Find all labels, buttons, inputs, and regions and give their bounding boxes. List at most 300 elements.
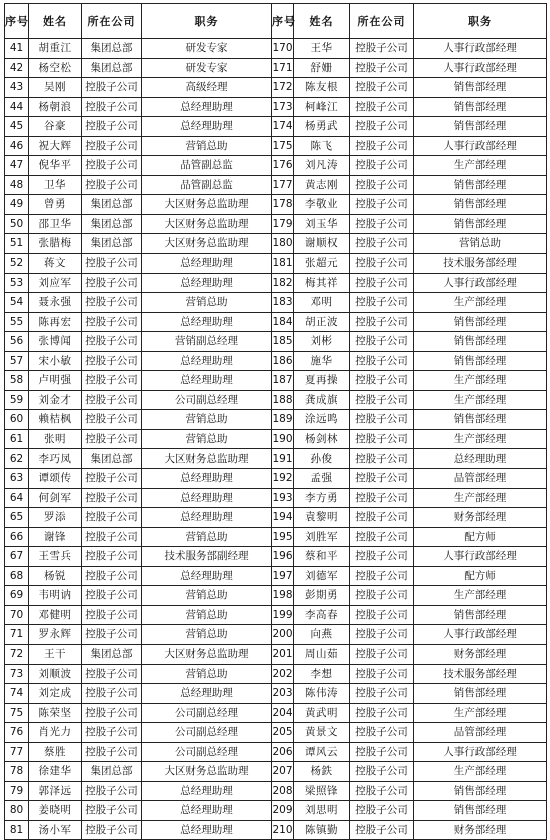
header-name-right: 姓名	[294, 4, 350, 39]
seq-cell-right: 178	[272, 195, 294, 215]
table-row	[5, 762, 547, 782]
seq-cell-left: 75	[5, 703, 29, 723]
position-cell-left: 营销总助	[142, 625, 272, 645]
table-row	[5, 508, 547, 528]
name-cell-right: 柯峰江	[294, 97, 350, 117]
table-row	[5, 820, 547, 840]
position-cell-right: 财务部经理	[414, 644, 547, 664]
name-cell-right: 梁照锋	[294, 781, 350, 801]
name-cell-right: 刘胜军	[294, 527, 350, 547]
seq-cell-right: 181	[272, 254, 294, 274]
seq-cell-left: 52	[5, 254, 29, 274]
company-cell-right: 控股子公司	[350, 547, 414, 567]
name-cell-left: 刘金才	[29, 390, 82, 410]
company-cell-left: 集团总部	[82, 214, 142, 234]
name-cell-left: 谷豪	[29, 117, 82, 137]
seq-cell-left: 56	[5, 332, 29, 352]
company-cell-left: 控股子公司	[82, 742, 142, 762]
name-cell-left: 谢锋	[29, 527, 82, 547]
name-cell-left: 何剑军	[29, 488, 82, 508]
header-company-left: 所在公司	[82, 4, 142, 39]
table-row	[5, 801, 547, 821]
position-cell-left: 总经理助理	[142, 469, 272, 489]
seq-cell-left: 60	[5, 410, 29, 430]
company-cell-left: 控股子公司	[82, 175, 142, 195]
position-cell-left: 公司副总经理	[142, 723, 272, 743]
table-row	[5, 39, 547, 59]
seq-cell-left: 49	[5, 195, 29, 215]
position-cell-left: 营销总助	[142, 605, 272, 625]
name-cell-left: 肖光力	[29, 723, 82, 743]
header-position-left: 职务	[142, 4, 272, 39]
header-seq-right: 序号	[272, 4, 294, 39]
table-row	[5, 195, 547, 215]
company-cell-right: 控股子公司	[350, 820, 414, 840]
company-cell-right: 控股子公司	[350, 312, 414, 332]
seq-cell-left: 53	[5, 273, 29, 293]
name-cell-left: 倪华平	[29, 156, 82, 176]
table-row	[5, 175, 547, 195]
seq-cell-right: 194	[272, 508, 294, 528]
seq-cell-left: 79	[5, 781, 29, 801]
seq-cell-left: 68	[5, 566, 29, 586]
roster-table	[4, 3, 547, 840]
seq-cell-left: 81	[5, 820, 29, 840]
position-cell-right: 销售部经理	[414, 78, 547, 98]
name-cell-right: 杨勇武	[294, 117, 350, 137]
seq-cell-left: 47	[5, 156, 29, 176]
position-cell-left: 大区财务总监助理	[142, 449, 272, 469]
position-cell-right: 品管部经理	[414, 723, 547, 743]
name-cell-right: 涂远鸣	[294, 410, 350, 430]
name-cell-right: 李高春	[294, 605, 350, 625]
position-cell-right: 人事行政部经理	[414, 742, 547, 762]
name-cell-right: 胡正波	[294, 312, 350, 332]
company-cell-right: 控股子公司	[350, 293, 414, 313]
company-cell-left: 集团总部	[82, 195, 142, 215]
position-cell-right: 生产部经理	[414, 390, 547, 410]
seq-cell-left: 65	[5, 508, 29, 528]
company-cell-right: 控股子公司	[350, 234, 414, 254]
position-cell-right: 销售部经理	[414, 97, 547, 117]
name-cell-right: 李敬业	[294, 195, 350, 215]
name-cell-right: 杨剑林	[294, 429, 350, 449]
seq-cell-left: 54	[5, 293, 29, 313]
name-cell-left: 张腊梅	[29, 234, 82, 254]
position-cell-right: 销售部经理	[414, 410, 547, 430]
position-cell-left: 研发专家	[142, 39, 272, 59]
company-cell-right: 控股子公司	[350, 332, 414, 352]
table-row	[5, 742, 547, 762]
company-cell-left: 控股子公司	[82, 488, 142, 508]
name-cell-left: 邵卫华	[29, 214, 82, 234]
name-cell-right: 刘德军	[294, 566, 350, 586]
position-cell-left: 营销总助	[142, 410, 272, 430]
company-cell-left: 控股子公司	[82, 566, 142, 586]
position-cell-left: 营销总助	[142, 586, 272, 606]
seq-cell-left: 61	[5, 429, 29, 449]
table-row	[5, 390, 547, 410]
company-cell-left: 控股子公司	[82, 703, 142, 723]
position-cell-left: 公司副总经理	[142, 703, 272, 723]
name-cell-left: 赖桔枫	[29, 410, 82, 430]
seq-cell-left: 62	[5, 449, 29, 469]
position-cell-right: 生产部经理	[414, 371, 547, 391]
company-cell-left: 控股子公司	[82, 410, 142, 430]
position-cell-right: 财务部经理	[414, 820, 547, 840]
position-cell-right: 技术服务部经理	[414, 254, 547, 274]
seq-cell-right: 209	[272, 801, 294, 821]
seq-cell-right: 202	[272, 664, 294, 684]
name-cell-left: 刘顺波	[29, 664, 82, 684]
name-cell-right: 刘彬	[294, 332, 350, 352]
seq-cell-left: 41	[5, 39, 29, 59]
name-cell-left: 祝大辉	[29, 136, 82, 156]
position-cell-right: 销售部经理	[414, 684, 547, 704]
seq-cell-left: 55	[5, 312, 29, 332]
seq-cell-left: 51	[5, 234, 29, 254]
seq-cell-right: 189	[272, 410, 294, 430]
name-cell-left: 卢明强	[29, 371, 82, 391]
position-cell-right: 财务部经理	[414, 508, 547, 528]
position-cell-left: 高级经理	[142, 78, 272, 98]
seq-cell-right: 182	[272, 273, 294, 293]
position-cell-right: 销售部经理	[414, 312, 547, 332]
position-cell-right: 销售部经理	[414, 117, 547, 137]
seq-cell-right: 183	[272, 293, 294, 313]
seq-cell-right: 207	[272, 762, 294, 782]
company-cell-left: 控股子公司	[82, 820, 142, 840]
company-cell-right: 控股子公司	[350, 566, 414, 586]
company-cell-left: 控股子公司	[82, 527, 142, 547]
position-cell-left: 营销副总经理	[142, 332, 272, 352]
seq-cell-left: 74	[5, 684, 29, 704]
position-cell-left: 公司副总经理	[142, 390, 272, 410]
seq-cell-right: 192	[272, 469, 294, 489]
table-row	[5, 781, 547, 801]
name-cell-right: 陈伟涛	[294, 684, 350, 704]
table-row	[5, 586, 547, 606]
roster-page	[4, 3, 546, 836]
seq-cell-right: 171	[272, 58, 294, 78]
company-cell-right: 控股子公司	[350, 58, 414, 78]
position-cell-left: 总经理助理	[142, 488, 272, 508]
position-cell-right: 品管部经理	[414, 469, 547, 489]
position-cell-left: 营销总助	[142, 429, 272, 449]
company-cell-right: 控股子公司	[350, 664, 414, 684]
seq-cell-right: 177	[272, 175, 294, 195]
name-cell-right: 李想	[294, 664, 350, 684]
company-cell-left: 控股子公司	[82, 469, 142, 489]
name-cell-left: 韦明讷	[29, 586, 82, 606]
company-cell-right: 控股子公司	[350, 97, 414, 117]
position-cell-right: 营销总助	[414, 234, 547, 254]
company-cell-right: 控股子公司	[350, 527, 414, 547]
name-cell-right: 陈飞	[294, 136, 350, 156]
name-cell-right: 梅其祥	[294, 273, 350, 293]
seq-cell-right: 174	[272, 117, 294, 137]
seq-cell-left: 71	[5, 625, 29, 645]
company-cell-left: 控股子公司	[82, 684, 142, 704]
position-cell-left: 总经理助理	[142, 351, 272, 371]
company-cell-left: 控股子公司	[82, 429, 142, 449]
company-cell-right: 控股子公司	[350, 625, 414, 645]
table-row	[5, 351, 547, 371]
table-row	[5, 58, 547, 78]
table-row	[5, 371, 547, 391]
table-row	[5, 312, 547, 332]
seq-cell-left: 76	[5, 723, 29, 743]
company-cell-right: 控股子公司	[350, 117, 414, 137]
company-cell-right: 控股子公司	[350, 254, 414, 274]
position-cell-left: 总经理助理	[142, 312, 272, 332]
table-row	[5, 469, 547, 489]
seq-cell-right: 184	[272, 312, 294, 332]
company-cell-left: 控股子公司	[82, 332, 142, 352]
seq-cell-right: 201	[272, 644, 294, 664]
company-cell-right: 控股子公司	[350, 781, 414, 801]
name-cell-right: 李方勇	[294, 488, 350, 508]
table-row	[5, 97, 547, 117]
table-row	[5, 723, 547, 743]
name-cell-left: 徐建华	[29, 762, 82, 782]
table-row	[5, 136, 547, 156]
company-cell-left: 控股子公司	[82, 547, 142, 567]
seq-cell-right: 186	[272, 351, 294, 371]
name-cell-left: 谭颂传	[29, 469, 82, 489]
name-cell-right: 施华	[294, 351, 350, 371]
seq-cell-right: 196	[272, 547, 294, 567]
seq-cell-right: 197	[272, 566, 294, 586]
company-cell-right: 控股子公司	[350, 801, 414, 821]
name-cell-right: 刘凡涛	[294, 156, 350, 176]
seq-cell-right: 208	[272, 781, 294, 801]
company-cell-left: 控股子公司	[82, 312, 142, 332]
seq-cell-right: 199	[272, 605, 294, 625]
name-cell-right: 刘思明	[294, 801, 350, 821]
name-cell-right: 邓明	[294, 293, 350, 313]
seq-cell-right: 190	[272, 429, 294, 449]
name-cell-right: 谭风云	[294, 742, 350, 762]
position-cell-left: 营销总助	[142, 136, 272, 156]
company-cell-left: 控股子公司	[82, 664, 142, 684]
company-cell-left: 控股子公司	[82, 293, 142, 313]
table-row	[5, 449, 547, 469]
table-row	[5, 293, 547, 313]
position-cell-left: 品管副总监	[142, 156, 272, 176]
company-cell-left: 集团总部	[82, 449, 142, 469]
position-cell-left: 总经理助理	[142, 97, 272, 117]
company-cell-left: 控股子公司	[82, 78, 142, 98]
company-cell-left: 集团总部	[82, 58, 142, 78]
table-row	[5, 644, 547, 664]
seq-cell-right: 210	[272, 820, 294, 840]
seq-cell-left: 42	[5, 58, 29, 78]
company-cell-right: 控股子公司	[350, 742, 414, 762]
position-cell-right: 总经理助理	[414, 449, 547, 469]
name-cell-left: 刘应军	[29, 273, 82, 293]
position-cell-right: 销售部经理	[414, 175, 547, 195]
position-cell-left: 大区财务总监助理	[142, 762, 272, 782]
position-cell-left: 营销总助	[142, 664, 272, 684]
table-row	[5, 78, 547, 98]
table-row	[5, 605, 547, 625]
company-cell-right: 控股子公司	[350, 762, 414, 782]
table-row	[5, 684, 547, 704]
seq-cell-left: 64	[5, 488, 29, 508]
position-cell-right: 销售部经理	[414, 801, 547, 821]
name-cell-left: 杨空松	[29, 58, 82, 78]
seq-cell-left: 77	[5, 742, 29, 762]
position-cell-right: 配方师	[414, 527, 547, 547]
company-cell-left: 集团总部	[82, 762, 142, 782]
seq-cell-right: 191	[272, 449, 294, 469]
company-cell-right: 控股子公司	[350, 371, 414, 391]
name-cell-right: 刘玉华	[294, 214, 350, 234]
seq-cell-left: 78	[5, 762, 29, 782]
name-cell-left: 蔡胜	[29, 742, 82, 762]
table-row	[5, 410, 547, 430]
seq-cell-right: 193	[272, 488, 294, 508]
name-cell-left: 罗永辉	[29, 625, 82, 645]
company-cell-right: 控股子公司	[350, 273, 414, 293]
seq-cell-right: 200	[272, 625, 294, 645]
table-row	[5, 273, 547, 293]
table-row	[5, 566, 547, 586]
name-cell-right: 孙俊	[294, 449, 350, 469]
name-cell-left: 李巧凤	[29, 449, 82, 469]
company-cell-right: 控股子公司	[350, 390, 414, 410]
table-row	[5, 429, 547, 449]
name-cell-right: 黄景文	[294, 723, 350, 743]
name-cell-left: 刘定成	[29, 684, 82, 704]
company-cell-right: 控股子公司	[350, 488, 414, 508]
company-cell-left: 控股子公司	[82, 508, 142, 528]
company-cell-right: 控股子公司	[350, 605, 414, 625]
position-cell-left: 大区财务总监助理	[142, 195, 272, 215]
position-cell-right: 人事行政部经理	[414, 58, 547, 78]
position-cell-right: 人事行政部经理	[414, 547, 547, 567]
position-cell-left: 品管副总监	[142, 175, 272, 195]
name-cell-left: 汤小军	[29, 820, 82, 840]
seq-cell-right: 185	[272, 332, 294, 352]
position-cell-left: 总经理助理	[142, 801, 272, 821]
name-cell-left: 蒋文	[29, 254, 82, 274]
company-cell-right: 控股子公司	[350, 684, 414, 704]
company-cell-right: 控股子公司	[350, 136, 414, 156]
position-cell-left: 营销总助	[142, 293, 272, 313]
header-name-left: 姓名	[29, 4, 82, 39]
seq-cell-left: 43	[5, 78, 29, 98]
name-cell-left: 宋小敏	[29, 351, 82, 371]
company-cell-left: 控股子公司	[82, 801, 142, 821]
table-row	[5, 117, 547, 137]
position-cell-right: 生产部经理	[414, 156, 547, 176]
company-cell-left: 控股子公司	[82, 605, 142, 625]
seq-cell-right: 173	[272, 97, 294, 117]
position-cell-right: 销售部经理	[414, 195, 547, 215]
name-cell-left: 杨锐	[29, 566, 82, 586]
position-cell-left: 营销总助	[142, 527, 272, 547]
header-position-right: 职务	[414, 4, 547, 39]
seq-cell-right: 205	[272, 723, 294, 743]
table-row	[5, 332, 547, 352]
position-cell-right: 生产部经理	[414, 762, 547, 782]
seq-cell-right: 198	[272, 586, 294, 606]
name-cell-right: 黄武明	[294, 703, 350, 723]
name-cell-right: 杨鉄	[294, 762, 350, 782]
name-cell-right: 谢顺权	[294, 234, 350, 254]
seq-cell-right: 187	[272, 371, 294, 391]
roster-body	[5, 39, 547, 840]
position-cell-left: 技术服务部副经理	[142, 547, 272, 567]
name-cell-right: 王华	[294, 39, 350, 59]
name-cell-right: 黄志刚	[294, 175, 350, 195]
position-cell-right: 生产部经理	[414, 429, 547, 449]
company-cell-right: 控股子公司	[350, 351, 414, 371]
company-cell-left: 控股子公司	[82, 625, 142, 645]
seq-cell-left: 44	[5, 97, 29, 117]
name-cell-left: 卫华	[29, 175, 82, 195]
position-cell-left: 公司副总经理	[142, 742, 272, 762]
seq-cell-right: 175	[272, 136, 294, 156]
position-cell-right: 销售部经理	[414, 781, 547, 801]
company-cell-right: 控股子公司	[350, 78, 414, 98]
name-cell-right: 张超元	[294, 254, 350, 274]
seq-cell-left: 66	[5, 527, 29, 547]
position-cell-left: 总经理助理	[142, 566, 272, 586]
seq-cell-left: 46	[5, 136, 29, 156]
position-cell-right: 销售部经理	[414, 351, 547, 371]
company-cell-left: 控股子公司	[82, 371, 142, 391]
table-row	[5, 488, 547, 508]
position-cell-right: 生产部经理	[414, 703, 547, 723]
name-cell-left: 吴刚	[29, 78, 82, 98]
name-cell-right: 陈友根	[294, 78, 350, 98]
company-cell-left: 控股子公司	[82, 254, 142, 274]
seq-cell-left: 72	[5, 644, 29, 664]
name-cell-left: 姜晓明	[29, 801, 82, 821]
name-cell-left: 罗添	[29, 508, 82, 528]
position-cell-left: 总经理助理	[142, 371, 272, 391]
position-cell-right: 人事行政部经理	[414, 273, 547, 293]
position-cell-left: 大区财务总监助理	[142, 234, 272, 254]
seq-cell-right: 206	[272, 742, 294, 762]
header-company-right: 所在公司	[350, 4, 414, 39]
header-seq-left: 序号	[5, 4, 29, 39]
seq-cell-right: 188	[272, 390, 294, 410]
company-cell-left: 集团总部	[82, 39, 142, 59]
seq-cell-left: 63	[5, 469, 29, 489]
table-row	[5, 547, 547, 567]
company-cell-left: 控股子公司	[82, 136, 142, 156]
seq-cell-left: 67	[5, 547, 29, 567]
company-cell-left: 控股子公司	[82, 781, 142, 801]
seq-cell-left: 58	[5, 371, 29, 391]
name-cell-right: 周山茹	[294, 644, 350, 664]
position-cell-right: 人事行政部经理	[414, 625, 547, 645]
seq-cell-left: 69	[5, 586, 29, 606]
company-cell-left: 控股子公司	[82, 351, 142, 371]
company-cell-right: 控股子公司	[350, 586, 414, 606]
seq-cell-right: 176	[272, 156, 294, 176]
company-cell-left: 集团总部	[82, 644, 142, 664]
name-cell-left: 王雪兵	[29, 547, 82, 567]
position-cell-right: 销售部经理	[414, 214, 547, 234]
company-cell-right: 控股子公司	[350, 39, 414, 59]
name-cell-left: 张博闻	[29, 332, 82, 352]
name-cell-right: 夏再操	[294, 371, 350, 391]
